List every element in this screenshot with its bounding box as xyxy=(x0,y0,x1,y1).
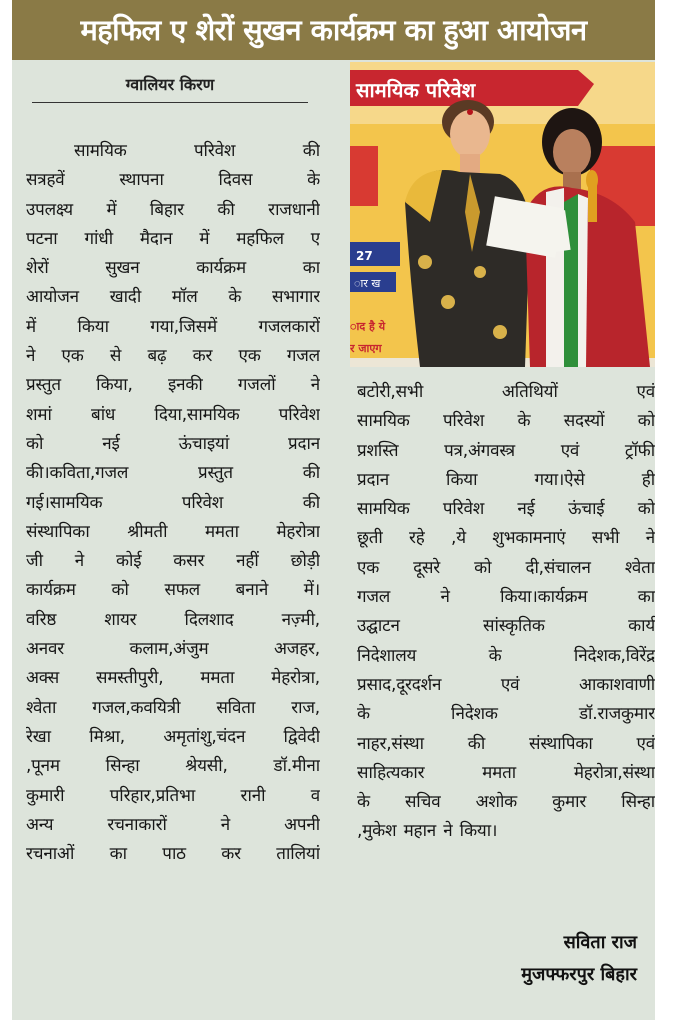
banner-text-3: ार ख xyxy=(354,277,381,290)
text-line: रचनाओं का पाठ कर तालियां xyxy=(26,844,320,865)
banner-text: सामयिक परिवेश xyxy=(356,78,476,102)
text-line: में किया गया,जिसमें गजलकारों xyxy=(26,316,320,337)
author-name: सविता राज xyxy=(563,932,637,953)
text-line: की।कविता,गजल प्रस्तुत की xyxy=(26,463,320,484)
text-line: रेखा मिश्रा, अमृतांशु,चंदन द्विवेदी xyxy=(26,726,320,747)
banner-text-5: र जाएग xyxy=(350,342,382,355)
text-line: निदेशालय के निदेशक,विरेंद्र xyxy=(357,645,655,666)
byline: ग्वालियर किरण xyxy=(32,70,308,103)
text-line: के निदेशक डॉ.राजकुमार xyxy=(357,704,655,725)
text-line: प्रदान किया गया।ऐसे ही xyxy=(357,469,655,490)
text-line: सत्रहवें स्थापना दिवस के xyxy=(26,170,320,191)
award-photo-illustration xyxy=(350,62,655,367)
text-line: गई।सामयिक परिवेश की xyxy=(26,492,320,513)
text-line: संस्थापिका श्रीमती ममता मेहरोत्रा xyxy=(26,521,320,542)
text-line: आयोजन खादी मॉल के सभागार xyxy=(26,287,320,308)
text-line: अनवर कलाम,अंजुम अजहर, xyxy=(26,639,320,660)
text-line: को नई ऊंचाइयां प्रदान xyxy=(26,433,320,454)
text-line: एक दूसरे को दी,संचालन श्वेता xyxy=(357,557,655,578)
text-line: साहित्यकार ममता मेहरोत्रा,संस्था xyxy=(357,762,655,783)
text-line: सामयिक परिवेश नई ऊंचाई को xyxy=(357,499,655,520)
banner-text-4: ाद है ये xyxy=(350,320,386,333)
text-line: प्रसाद,दूरदर्शन एवं आकाशवाणी xyxy=(357,674,655,695)
text-line: अक्स समस्तीपुरी, ममता मेहरोत्रा, xyxy=(26,668,320,689)
newspaper-clipping xyxy=(12,0,655,1020)
text-line: अन्य रचनाकारों ने अपनी xyxy=(26,814,320,835)
text-line: सामयिक परिवेश की xyxy=(74,141,320,161)
text-line: ने एक से बढ़ कर एक गजल xyxy=(26,346,320,367)
text-line: जी ने कोई कसर नहीं छोड़ी xyxy=(26,551,320,572)
text-line: के सचिव अशोक कुमार सिन्हा xyxy=(357,792,655,813)
text-line: शमां बांध दिया,सामयिक परिवेश xyxy=(26,404,320,425)
text-line: पटना गांधी मैदान में महफिल ए xyxy=(26,228,320,249)
text-line: वरिष्ठ शायर दिलशाद नज़्मी, xyxy=(26,609,320,630)
banner-text-2: 27 xyxy=(356,249,373,263)
text-line: बटोरी,सभी अतिथियों एवं xyxy=(357,382,655,402)
text-line: प्रशस्ति पत्र,अंगवस्त्र एवं ट्रॉफी xyxy=(357,440,655,461)
text-line: छूती रहे ,ये शुभकामनाएं सभी ने xyxy=(357,528,655,549)
text-line: ,मुकेश महान ने किया। xyxy=(357,821,498,842)
article-column-right xyxy=(357,378,655,847)
text-line: सामयिक परिवेश के सदस्यों को xyxy=(357,411,655,432)
text-line: प्रस्तुत किया, इनकी गजलों ने xyxy=(26,375,320,396)
event-photo xyxy=(350,62,655,367)
text-line: नाहर,संस्था की संस्थापिका एवं xyxy=(357,733,655,754)
text-line: उद्घाटन सांस्कृतिक कार्य xyxy=(357,616,655,637)
text-line: शेरों सुखन कार्यक्रम का xyxy=(26,258,320,279)
headline: महफिल ए शेरों सुखन कार्यक्रम का हुआ आयोजन xyxy=(12,0,655,60)
text-line: कार्यक्रम को सफल बनाने में। xyxy=(26,580,320,601)
text-line: उपलक्ष्य में बिहार की राजधानी xyxy=(26,199,320,220)
text-line: गजल ने किया।कार्यक्रम का xyxy=(357,587,655,608)
author-place: मुजफ्फरपुर बिहार xyxy=(521,964,637,985)
article-column-left xyxy=(26,137,320,869)
text-line: कुमारी परिहार,प्रतिभा रानी व xyxy=(26,785,320,806)
text-line: ,पूनम सिन्हा श्रेयसी, डॉ.मीना xyxy=(26,756,320,777)
text-line: श्वेता गजल,कवयित्री सविता राज, xyxy=(26,697,320,718)
